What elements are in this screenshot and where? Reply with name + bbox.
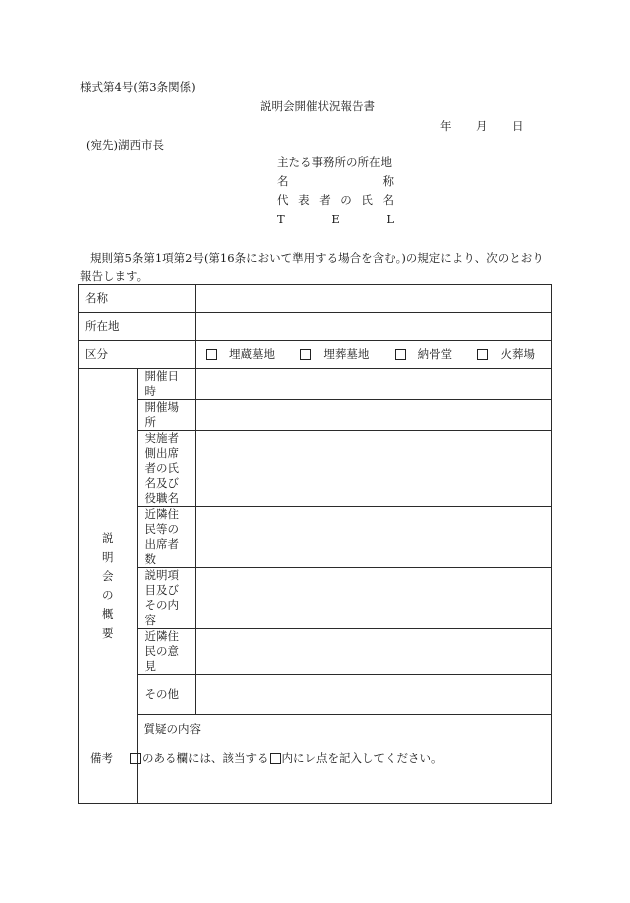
meeting-overview-label: [79, 369, 138, 804]
remarks-text-1: のある欄には、該当する: [142, 751, 269, 765]
explanation-items-value-cell[interactable]: [196, 568, 552, 629]
category-options: [202, 347, 545, 362]
category-option-crematorium[interactable]: [477, 347, 535, 362]
category-label: 区分: [79, 341, 196, 369]
addressee: (宛先)湖西市長: [86, 138, 164, 152]
table-row-resident-attendance: [79, 507, 552, 568]
remarks-text-2: 内にレ点を記入してください。: [281, 751, 443, 765]
checkbox-icon[interactable]: [206, 349, 217, 360]
resident-attendance-label: 近隣住民等の出席者数: [137, 507, 196, 568]
category-option-label: 火葬場: [500, 347, 535, 361]
table-row-organizer-attendees: [79, 431, 552, 507]
applicant-representative-label: [277, 195, 394, 207]
applicant-name-char: 称: [382, 174, 394, 188]
category-option-burial-ground[interactable]: [206, 347, 275, 362]
table-row-category: [79, 341, 552, 369]
applicant-tel-char: T: [277, 212, 285, 226]
meeting-overview-text: 説明会の概要: [102, 531, 114, 640]
table-row-resident-opinions: [79, 629, 552, 675]
applicant-rep-char: 者: [319, 193, 331, 207]
category-option-ossuary[interactable]: [395, 347, 453, 362]
meeting-place-label: 開催場所: [137, 400, 196, 431]
table-row-meeting-datetime: [79, 369, 552, 400]
location-value-cell[interactable]: [196, 313, 552, 341]
table-row-other: [79, 675, 552, 715]
applicant-address-text: 主たる事務所の所在地: [277, 155, 392, 169]
date-day-label: 日: [512, 119, 524, 133]
name-value-cell[interactable]: [196, 285, 552, 313]
table-row-name: [79, 285, 552, 313]
document-title: 説明会開催状況報告書: [260, 99, 375, 113]
checkbox-icon: [130, 753, 141, 764]
category-options-cell: [196, 341, 552, 369]
checkbox-icon[interactable]: [395, 349, 406, 360]
applicant-rep-char: の: [340, 193, 352, 207]
resident-opinions-label: 近隣住民の意見: [137, 629, 196, 675]
applicant-tel-char: E: [331, 212, 340, 226]
applicant-rep-char: 名: [382, 193, 394, 207]
meeting-place-value-cell[interactable]: [196, 400, 552, 431]
form-number: 様式第4号(第3条関係): [80, 80, 196, 94]
applicant-name-char: 名: [277, 174, 289, 188]
date-year-label: 年: [440, 119, 452, 133]
meeting-datetime-value-cell[interactable]: [196, 369, 552, 400]
other-label: その他: [137, 675, 196, 715]
checkbox-icon[interactable]: [300, 349, 311, 360]
meeting-datetime-label: 開催日時: [137, 369, 196, 400]
applicant-rep-char: 代: [277, 193, 289, 207]
date-month-label: 月: [476, 119, 488, 133]
name-label: 名称: [79, 285, 196, 313]
category-option-label: 埋蔵墓地: [229, 347, 275, 361]
applicant-tel-label: [277, 214, 394, 226]
organizer-attendees-label: 実施者側出席者の氏名及び役職名: [137, 431, 196, 507]
checkbox-icon[interactable]: [477, 349, 488, 360]
applicant-address-label: [277, 157, 394, 169]
applicant-rep-char: 表: [298, 193, 310, 207]
applicant-tel-char: L: [386, 212, 394, 226]
resident-attendance-value-cell[interactable]: [196, 507, 552, 568]
remarks-label: 備考: [90, 751, 113, 765]
explanation-items-label: 説明項目及びその内容: [137, 568, 196, 629]
remarks: [90, 753, 443, 765]
applicant-name-label: [277, 176, 394, 188]
table-row-meeting-place: [79, 400, 552, 431]
category-option-label: 埋葬墓地: [323, 347, 370, 361]
qa-label: 質疑の内容: [143, 722, 201, 736]
table-row-explanation-items: [79, 568, 552, 629]
other-value-cell[interactable]: [196, 675, 552, 715]
category-option-label: 納骨堂: [417, 347, 453, 361]
location-label: 所在地: [79, 313, 196, 341]
category-option-interment-cemetery[interactable]: [300, 347, 369, 362]
report-table: [78, 284, 552, 804]
intro-paragraph: 規則第5条第1項第2号(第16条において準用する場合を含む。)の規定により、次のとおり報告します。: [80, 251, 544, 283]
organizer-attendees-value-cell[interactable]: [196, 431, 552, 507]
resident-opinions-value-cell[interactable]: [196, 629, 552, 675]
table-row-location: [79, 313, 552, 341]
checkbox-icon: [270, 753, 281, 764]
applicant-rep-char: 氏: [361, 193, 373, 207]
